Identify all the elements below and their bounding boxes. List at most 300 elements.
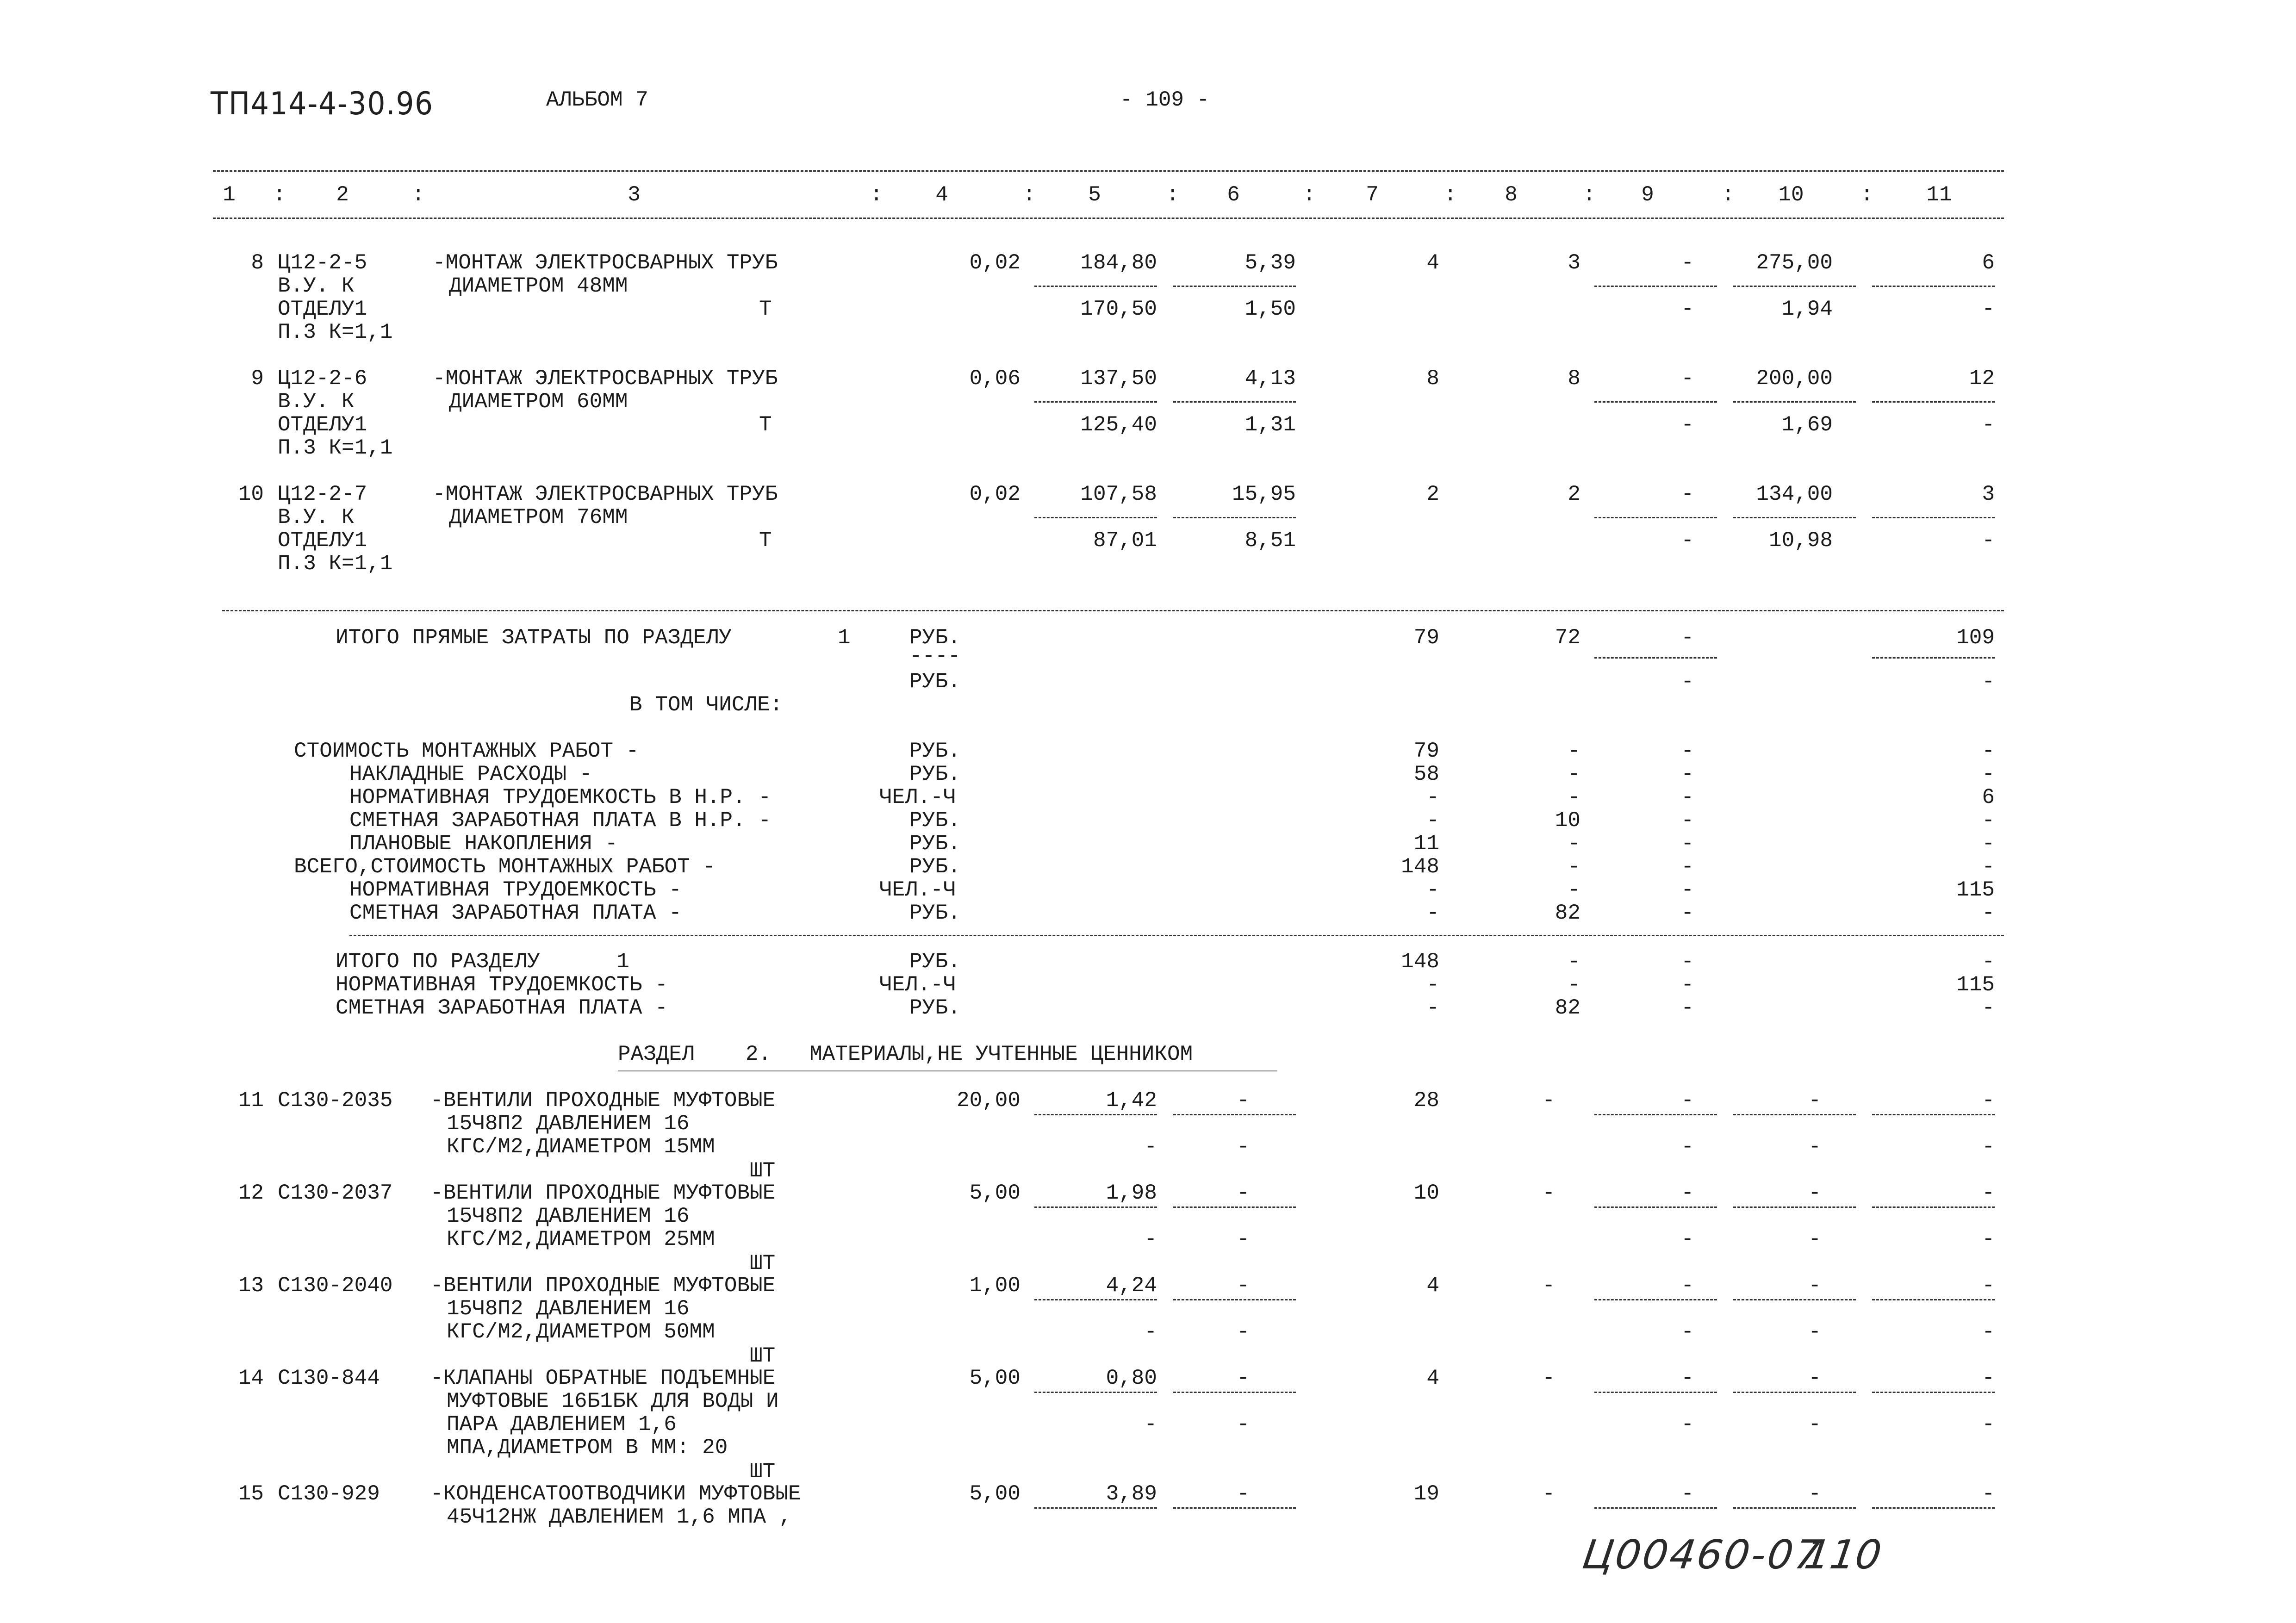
column-divider	[1173, 1206, 1296, 1208]
item-col9: -	[1681, 367, 1694, 391]
material-col11-sub: -	[1982, 1412, 1995, 1436]
breakdown-unit: РУБ.	[909, 901, 961, 925]
section-total-col9: -	[1681, 950, 1694, 974]
column-divider	[1733, 1507, 1856, 1509]
breakdown-col8: -	[1568, 878, 1580, 902]
item-number: 9	[251, 367, 264, 391]
column-separator: :	[1722, 183, 1735, 207]
column-divider	[1034, 1392, 1157, 1393]
item-col10-sub: 1,94	[1781, 297, 1833, 321]
breakdown-unit: ЧЕЛ.-Ч	[879, 785, 956, 809]
short-dash-rule: ----	[909, 644, 961, 668]
direct-costs-label: ИТОГО ПРЯМЫЕ ЗАТРАТЫ ПО РАЗДЕЛУ	[336, 626, 732, 650]
material-number: 12	[238, 1181, 264, 1205]
column-divider	[1034, 401, 1157, 403]
material-col6: -	[1237, 1482, 1250, 1506]
material-col7: 10	[1413, 1181, 1439, 1205]
section-total-label: НОРМАТИВНАЯ ТРУДОЕМКОСТЬ -	[336, 973, 668, 997]
item-col9-sub: -	[1681, 297, 1694, 321]
material-col11-sub: -	[1982, 1227, 1995, 1251]
column-separator: :	[870, 183, 883, 207]
item-col7: 2	[1426, 482, 1439, 506]
material-code: С130-844	[278, 1366, 380, 1390]
material-col10: -	[1808, 1088, 1821, 1113]
material-quantity: 20,00	[956, 1088, 1020, 1113]
direct-col9: -	[1681, 626, 1694, 650]
material-col5: 0,80	[1106, 1366, 1157, 1390]
column-divider	[1872, 517, 1995, 518]
breakdown-col8: 82	[1555, 901, 1580, 925]
column-separator: :	[273, 183, 286, 207]
item-col10: 134,00	[1756, 482, 1833, 506]
material-col11: -	[1982, 1366, 1995, 1390]
item-col6-sub: 1,50	[1244, 297, 1296, 321]
direct-col8: 72	[1555, 626, 1580, 650]
breakdown-col11: -	[1982, 855, 1995, 879]
section-total-col8: -	[1568, 973, 1580, 997]
material-unit: ШТ	[750, 1344, 776, 1368]
material-col10-sub: -	[1808, 1227, 1821, 1251]
item-col6-sub: 8,51	[1244, 529, 1296, 553]
column-divider	[1173, 401, 1296, 403]
material-name-line: КГС/М2,ДИАМЕТРОМ 50ММ	[447, 1320, 715, 1344]
document-code: ТП414-4-30.96	[211, 86, 434, 122]
section-total-col9: -	[1681, 996, 1694, 1020]
item-reference: П.3 К=1,1	[278, 436, 393, 460]
breakdown-col11: -	[1982, 739, 1995, 763]
item-name-continued: ДИАМЕТРОМ 60ММ	[449, 390, 628, 414]
material-col5: 1,42	[1106, 1088, 1157, 1113]
column-header-11: 11	[1926, 183, 1952, 207]
section-total-rule	[349, 935, 2004, 936]
material-col8: -	[1542, 1274, 1555, 1298]
material-number: 13	[238, 1274, 264, 1298]
column-separator: :	[412, 183, 425, 207]
material-code: С130-2040	[278, 1274, 393, 1298]
item-col5-sub: 87,01	[1093, 529, 1157, 553]
column-separator: :	[1444, 183, 1457, 207]
item-reference: ОТДЕЛУ1	[278, 297, 367, 321]
material-name-line: 15Ч8П2 ДАВЛЕНИЕМ 16	[447, 1297, 690, 1321]
breakdown-label: СМЕТНАЯ ЗАРАБОТНАЯ ПЛАТА В Н.Р. -	[349, 808, 771, 833]
item-col11-sub: -	[1982, 529, 1995, 553]
material-col7: 4	[1426, 1366, 1439, 1390]
item-name: -МОНТАЖ ЭЛЕКТРОСВАРНЫХ ТРУБ	[433, 367, 778, 391]
material-col9: -	[1681, 1088, 1694, 1113]
breakdown-col7: 79	[1413, 739, 1439, 763]
item-code: Ц12-2-6	[278, 367, 367, 391]
section-total-unit: РУБ.	[909, 996, 961, 1020]
section2-title: РАЗДЕЛ 2. МАТЕРИАЛЫ,НЕ УЧТЕННЫЕ ЦЕННИКОМ	[618, 1042, 1193, 1066]
item-reference: П.3 К=1,1	[278, 552, 393, 576]
material-col11: -	[1982, 1274, 1995, 1298]
material-col5: 3,89	[1106, 1482, 1157, 1506]
column-divider	[1733, 1392, 1856, 1393]
item-col5-sub: 125,40	[1080, 413, 1157, 437]
column-divider	[1173, 1114, 1296, 1115]
archive-stamp-code: Ц00460-07	[1579, 1532, 1825, 1578]
column-divider	[1034, 517, 1157, 518]
column-header-5: 5	[1088, 183, 1101, 207]
item-col5: 137,50	[1080, 367, 1157, 391]
item-col11-sub: -	[1982, 297, 1995, 321]
column-separator: :	[1583, 183, 1596, 207]
column-divider	[1733, 1299, 1856, 1300]
section-total-col8: 82	[1555, 996, 1580, 1020]
breakdown-unit: ЧЕЛ.-Ч	[879, 878, 956, 902]
material-col10-sub: -	[1808, 1320, 1821, 1344]
material-col10-sub: -	[1808, 1412, 1821, 1436]
column-divider	[1034, 1206, 1157, 1208]
column-divider	[1034, 1507, 1157, 1509]
column-header-7: 7	[1366, 183, 1379, 207]
material-col10: -	[1808, 1366, 1821, 1390]
material-quantity: 5,00	[969, 1482, 1020, 1506]
material-col11: -	[1982, 1482, 1995, 1506]
material-col6: -	[1237, 1274, 1250, 1298]
item-col10: 200,00	[1756, 367, 1833, 391]
item-col7: 8	[1426, 367, 1439, 391]
item-col9: -	[1681, 482, 1694, 506]
item-quantity: 0,02	[969, 251, 1020, 275]
item-col9-sub: -	[1681, 413, 1694, 437]
breakdown-label: НОРМАТИВНАЯ ТРУДОЕМКОСТЬ -	[349, 878, 682, 902]
including-label: В ТОМ ЧИСЛЕ:	[629, 693, 783, 717]
breakdown-col7: 11	[1413, 832, 1439, 856]
item-col10-sub: 1,69	[1781, 413, 1833, 437]
material-col11-sub: -	[1982, 1135, 1995, 1159]
item-col6: 15,95	[1232, 482, 1296, 506]
material-col5-sub: -	[1144, 1227, 1157, 1251]
breakdown-col8: -	[1568, 832, 1580, 856]
item-col7: 4	[1426, 251, 1439, 275]
material-col9: -	[1681, 1274, 1694, 1298]
breakdown-label: НАКЛАДНЫЕ РАСХОДЫ -	[349, 762, 592, 786]
column-divider	[1872, 401, 1995, 403]
breakdown-col9: -	[1681, 785, 1694, 809]
item-name: -МОНТАЖ ЭЛЕКТРОСВАРНЫХ ТРУБ	[433, 482, 778, 506]
material-code: С130-2035	[278, 1088, 393, 1113]
item-col11: 12	[1969, 367, 1995, 391]
page-number: - 109 -	[1120, 88, 1210, 112]
column-header-1: 1	[223, 183, 236, 207]
material-col11: -	[1982, 1088, 1995, 1113]
column-divider	[1173, 286, 1296, 287]
section-total-col11: 115	[1956, 973, 1995, 997]
material-col5: 4,24	[1106, 1274, 1157, 1298]
material-col8: -	[1542, 1482, 1555, 1506]
column-header-10: 10	[1778, 183, 1804, 207]
column-divider	[1594, 657, 1717, 659]
material-col6: -	[1237, 1088, 1250, 1113]
section2-title-underline	[618, 1070, 1277, 1074]
breakdown-label: СМЕТНАЯ ЗАРАБОТНАЯ ПЛАТА -	[349, 901, 682, 925]
material-name-line: МПА,ДИАМЕТРОМ В ММ: 20	[447, 1436, 728, 1460]
material-col10: -	[1808, 1181, 1821, 1205]
breakdown-col8: -	[1568, 762, 1580, 786]
breakdown-col11: -	[1982, 832, 1995, 856]
item-col6: 5,39	[1244, 251, 1296, 275]
section-total-label: ИТОГО ПО РАЗДЕЛУ 1	[336, 950, 629, 974]
column-divider	[1173, 517, 1296, 518]
unit-label: РУБ.	[909, 670, 961, 694]
item-col5: 107,58	[1080, 482, 1157, 506]
item-reference: ОТДЕЛУ1	[278, 413, 367, 437]
material-name-line: 15Ч8П2 ДАВЛЕНИЕМ 16	[447, 1112, 690, 1136]
material-col8: -	[1542, 1088, 1555, 1113]
material-col6-sub: -	[1237, 1320, 1250, 1344]
material-col9: -	[1681, 1366, 1694, 1390]
item-col11: 6	[1982, 251, 1995, 275]
material-name-line: -ВЕНТИЛИ ПРОХОДНЫЕ МУФТОВЫЕ	[430, 1181, 776, 1205]
material-col6: -	[1237, 1181, 1250, 1205]
column-divider	[1872, 1114, 1995, 1115]
item-col8: 3	[1568, 251, 1580, 275]
material-col7: 19	[1413, 1482, 1439, 1506]
material-col9-sub: -	[1681, 1412, 1694, 1436]
column-divider	[1872, 1206, 1995, 1208]
direct-costs-section: 1	[838, 626, 851, 650]
material-name-line: -КЛАПАНЫ ОБРАТНЫЕ ПОДЪЕМНЫЕ	[430, 1366, 776, 1390]
item-name-continued: ДИАМЕТРОМ 76ММ	[449, 505, 628, 529]
section-total-col9: -	[1681, 973, 1694, 997]
breakdown-col11: -	[1982, 808, 1995, 833]
column-divider	[1594, 1392, 1717, 1393]
section-total-col7: -	[1426, 996, 1439, 1020]
material-name-line: КГС/М2,ДИАМЕТРОМ 25ММ	[447, 1227, 715, 1251]
breakdown-col8: -	[1568, 855, 1580, 879]
album-label: АЛЬБОМ 7	[546, 88, 648, 112]
material-name-line: ПАРА ДАВЛЕНИЕМ 1,6	[447, 1412, 677, 1436]
material-name-line: КГС/М2,ДИАМЕТРОМ 15ММ	[447, 1135, 715, 1159]
item-unit: Т	[759, 529, 772, 553]
column-divider	[1594, 1114, 1717, 1115]
item-name-continued: ДИАМЕТРОМ 48ММ	[449, 274, 628, 298]
material-col11: -	[1982, 1181, 1995, 1205]
column-header-6: 6	[1227, 183, 1240, 207]
breakdown-col11: -	[1982, 901, 1995, 925]
item-col6-sub: 1,31	[1244, 413, 1296, 437]
item-reference: В.У. К	[278, 390, 355, 414]
material-col11-sub: -	[1982, 1320, 1995, 1344]
material-number: 15	[238, 1482, 264, 1506]
column-divider	[1594, 1507, 1717, 1509]
breakdown-unit: РУБ.	[909, 739, 961, 763]
breakdown-col9: -	[1681, 901, 1694, 925]
item-number: 8	[251, 251, 264, 275]
material-col9: -	[1681, 1482, 1694, 1506]
breakdown-unit: РУБ.	[909, 855, 961, 879]
column-separator: :	[1023, 183, 1036, 207]
material-name-line: -КОНДЕНСАТООТВОДЧИКИ МУФТОВЫЕ	[430, 1482, 801, 1506]
column-header-2: 2	[336, 183, 349, 207]
material-col10: -	[1808, 1274, 1821, 1298]
breakdown-col9: -	[1681, 855, 1694, 879]
material-unit: ШТ	[750, 1159, 776, 1183]
breakdown-col11: -	[1982, 762, 1995, 786]
item-col5: 184,80	[1080, 251, 1157, 275]
material-col8: -	[1542, 1181, 1555, 1205]
direct2-col11: -	[1982, 670, 1995, 694]
column-divider	[1872, 657, 1995, 659]
breakdown-col7: -	[1426, 785, 1439, 809]
item-col9: -	[1681, 251, 1694, 275]
header-top-rule	[213, 170, 2004, 172]
column-divider	[1872, 1299, 1995, 1300]
column-header-4: 4	[935, 183, 948, 207]
column-header-8: 8	[1505, 183, 1518, 207]
breakdown-col8: -	[1568, 785, 1580, 809]
section-total-col7: -	[1426, 973, 1439, 997]
breakdown-col11: 115	[1956, 878, 1995, 902]
breakdown-unit: РУБ.	[909, 762, 961, 786]
column-divider	[1594, 517, 1717, 518]
column-divider	[1594, 1299, 1717, 1300]
column-divider	[1872, 286, 1995, 287]
breakdown-label: ВСЕГО,СТОИМОСТЬ МОНТАЖНЫХ РАБОТ -	[294, 855, 716, 879]
column-divider	[1733, 1206, 1856, 1208]
column-divider	[1034, 1114, 1157, 1115]
material-name-line: -ВЕНТИЛИ ПРОХОДНЫЕ МУФТОВЫЕ	[430, 1274, 776, 1298]
material-col10: -	[1808, 1482, 1821, 1506]
item-col6: 4,13	[1244, 367, 1296, 391]
column-header-3: 3	[628, 183, 641, 207]
breakdown-col7: -	[1426, 878, 1439, 902]
material-col9-sub: -	[1681, 1227, 1694, 1251]
item-quantity: 0,02	[969, 482, 1020, 506]
column-separator: :	[1166, 183, 1179, 207]
item-col10: 275,00	[1756, 251, 1833, 275]
material-name-line: 15Ч8П2 ДАВЛЕНИЕМ 16	[447, 1204, 690, 1228]
item-col11: 3	[1982, 482, 1995, 506]
breakdown-label: СТОИМОСТЬ МОНТАЖНЫХ РАБОТ -	[294, 739, 639, 763]
material-col8: -	[1542, 1366, 1555, 1390]
column-divider	[1733, 286, 1856, 287]
item-name: -МОНТАЖ ЭЛЕКТРОСВАРНЫХ ТРУБ	[433, 251, 778, 275]
item-col8: 2	[1568, 482, 1580, 506]
breakdown-col8: -	[1568, 739, 1580, 763]
material-col6-sub: -	[1237, 1135, 1250, 1159]
item-number: 10	[238, 482, 264, 506]
breakdown-col7: 58	[1413, 762, 1439, 786]
material-col7: 28	[1413, 1088, 1439, 1113]
material-col9-sub: -	[1681, 1320, 1694, 1344]
section-total-label: СМЕТНАЯ ЗАРАБОТНАЯ ПЛАТА -	[336, 996, 668, 1020]
totals-rule	[222, 610, 2004, 611]
column-divider	[1594, 286, 1717, 287]
material-col5-sub: -	[1144, 1320, 1157, 1344]
breakdown-col9: -	[1681, 878, 1694, 902]
section-total-col7: 148	[1401, 950, 1439, 974]
breakdown-unit: РУБ.	[909, 808, 961, 833]
material-col5-sub: -	[1144, 1135, 1157, 1159]
item-col9-sub: -	[1681, 529, 1694, 553]
item-unit: Т	[759, 413, 772, 437]
direct-col7: 79	[1413, 626, 1439, 650]
header-bottom-rule	[213, 218, 2004, 219]
material-col5: 1,98	[1106, 1181, 1157, 1205]
section-total-col11: -	[1982, 950, 1995, 974]
material-quantity: 5,00	[969, 1181, 1020, 1205]
breakdown-col7: -	[1426, 808, 1439, 833]
material-unit: ШТ	[750, 1251, 776, 1275]
breakdown-col7: -	[1426, 901, 1439, 925]
column-divider	[1034, 286, 1157, 287]
unit-label: РУБ.	[909, 626, 961, 650]
column-divider	[1594, 401, 1717, 403]
item-code: Ц12-2-5	[278, 251, 367, 275]
material-col10-sub: -	[1808, 1135, 1821, 1159]
item-reference: В.У. К	[278, 505, 355, 529]
item-reference: П.3 К=1,1	[278, 320, 393, 344]
item-col8: 8	[1568, 367, 1580, 391]
material-quantity: 1,00	[969, 1274, 1020, 1298]
breakdown-col9: -	[1681, 808, 1694, 833]
breakdown-unit: РУБ.	[909, 832, 961, 856]
column-separator: :	[1860, 183, 1873, 207]
breakdown-col9: -	[1681, 762, 1694, 786]
material-name-line: МУФТОВЫЕ 16Б1БК ДЛЯ ВОДЫ И	[447, 1389, 779, 1413]
column-separator: :	[1303, 183, 1316, 207]
section-total-unit: ЧЕЛ.-Ч	[879, 973, 956, 997]
column-divider	[1872, 1507, 1995, 1509]
material-name-line: 45Ч12НЖ ДАВЛЕНИЕМ 1,6 МПА ,	[447, 1505, 792, 1529]
section-total-col11: -	[1982, 996, 1995, 1020]
column-divider	[1173, 1507, 1296, 1509]
section-total-unit: РУБ.	[909, 950, 961, 974]
material-col5-sub: -	[1144, 1412, 1157, 1436]
direct-col11: 109	[1956, 626, 1995, 650]
item-reference: В.У. К	[278, 274, 355, 298]
breakdown-col9: -	[1681, 832, 1694, 856]
breakdown-col11: 6	[1982, 785, 1995, 809]
material-code: С130-2037	[278, 1181, 393, 1205]
archive-sheet-number: 110	[1801, 1532, 1885, 1578]
column-divider	[1733, 401, 1856, 403]
breakdown-label: НОРМАТИВНАЯ ТРУДОЕМКОСТЬ В Н.Р. -	[349, 785, 771, 809]
material-col6-sub: -	[1237, 1227, 1250, 1251]
direct2-col9: -	[1681, 670, 1694, 694]
breakdown-col7: 148	[1401, 855, 1439, 879]
material-name-line: -ВЕНТИЛИ ПРОХОДНЫЕ МУФТОВЫЕ	[430, 1088, 776, 1113]
breakdown-col8: 10	[1555, 808, 1580, 833]
item-col5-sub: 170,50	[1080, 297, 1157, 321]
material-col6-sub: -	[1237, 1412, 1250, 1436]
column-divider	[1594, 1206, 1717, 1208]
item-quantity: 0,06	[969, 367, 1020, 391]
item-unit: Т	[759, 297, 772, 321]
column-divider	[1173, 1299, 1296, 1300]
material-number: 11	[238, 1088, 264, 1113]
item-col10-sub: 10,98	[1768, 529, 1833, 553]
breakdown-col9: -	[1681, 739, 1694, 763]
column-divider	[1872, 1392, 1995, 1393]
column-divider	[1034, 1299, 1157, 1300]
material-col6: -	[1237, 1366, 1250, 1390]
item-code: Ц12-2-7	[278, 482, 367, 506]
column-header-9: 9	[1641, 183, 1654, 207]
column-divider	[1733, 1114, 1856, 1115]
section-total-col8: -	[1568, 950, 1580, 974]
material-col9-sub: -	[1681, 1135, 1694, 1159]
breakdown-label: ПЛАНОВЫЕ НАКОПЛЕНИЯ -	[349, 832, 618, 856]
material-col7: 4	[1426, 1274, 1439, 1298]
material-number: 14	[238, 1366, 264, 1390]
material-code: С130-929	[278, 1482, 380, 1506]
material-col9: -	[1681, 1181, 1694, 1205]
material-unit: ШТ	[750, 1460, 776, 1484]
item-col11-sub: -	[1982, 413, 1995, 437]
